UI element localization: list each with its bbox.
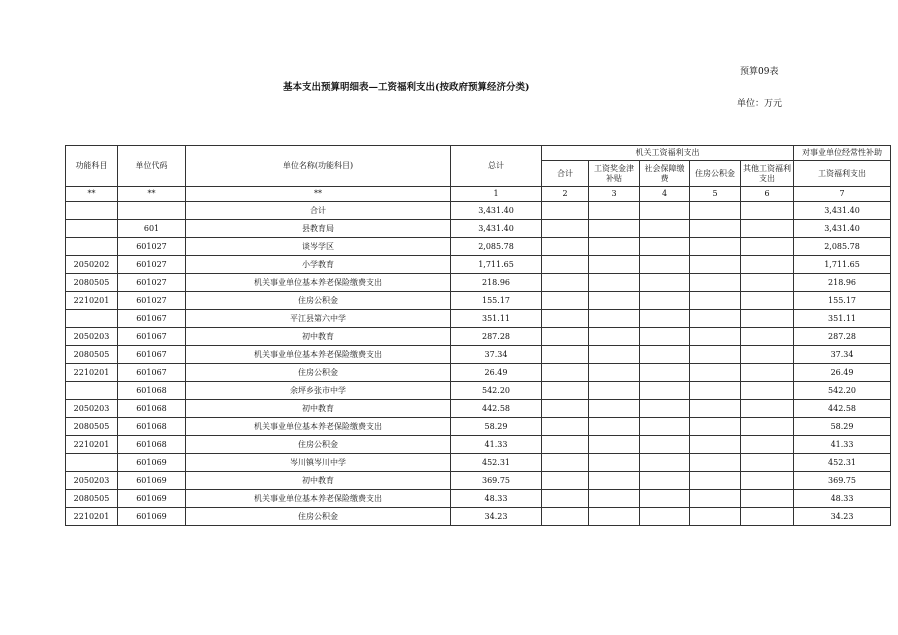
code-cell: 601027 <box>118 274 186 292</box>
func-cell: 2050203 <box>66 400 118 418</box>
table-row <box>66 238 891 256</box>
name-cell: 小学教育 <box>186 256 451 274</box>
housing-cell <box>690 418 741 436</box>
housing-cell <box>690 256 741 274</box>
func-cell: 2050203 <box>66 328 118 346</box>
table-row <box>66 436 891 454</box>
name-cell: 机关事业单位基本养老保险缴费支出 <box>186 418 451 436</box>
name-cell: 平江县第六中学 <box>186 310 451 328</box>
social-cell <box>640 382 690 400</box>
page-title: 基本支出预算明细表—工资福利支出(按政府预算经济分类) <box>283 82 530 93</box>
table-row <box>66 292 891 310</box>
total-cell: 155.17 <box>451 292 542 310</box>
func-cell: 2080505 <box>66 418 118 436</box>
total-cell: 34.23 <box>451 508 542 526</box>
housing-cell <box>690 310 741 328</box>
inst-wage-cell: 155.17 <box>794 292 891 310</box>
code-cell: 601068 <box>118 382 186 400</box>
total-cell: 542.20 <box>451 382 542 400</box>
total-cell: 41.33 <box>451 436 542 454</box>
index-cell: 5 <box>690 187 741 202</box>
func-cell <box>66 202 118 220</box>
total-cell: 369.75 <box>451 472 542 490</box>
sub-total-cell <box>542 292 589 310</box>
social-cell <box>640 472 690 490</box>
social-cell <box>640 256 690 274</box>
func-cell: 2210201 <box>66 364 118 382</box>
total-cell: 351.11 <box>451 310 542 328</box>
header-func-subject: 功能科目 <box>66 146 118 187</box>
name-cell: 余坪乡张市中学 <box>186 382 451 400</box>
code-cell: 601069 <box>118 454 186 472</box>
func-cell <box>66 454 118 472</box>
func-cell: 2080505 <box>66 490 118 508</box>
name-cell: 住房公积金 <box>186 436 451 454</box>
housing-cell <box>690 274 741 292</box>
name-cell: 初中教育 <box>186 400 451 418</box>
wage-cell <box>589 400 640 418</box>
inst-wage-cell: 351.11 <box>794 310 891 328</box>
form-number: 预算09表 <box>740 67 779 77</box>
header-sub-housing: 住房公积金 <box>690 161 741 187</box>
table-row <box>66 418 891 436</box>
sub-total-cell <box>542 454 589 472</box>
other-cell <box>741 418 794 436</box>
housing-cell <box>690 364 741 382</box>
table-row <box>66 220 891 238</box>
total-cell: 48.33 <box>451 490 542 508</box>
social-cell <box>640 274 690 292</box>
func-cell: 2080505 <box>66 274 118 292</box>
func-cell: 2050202 <box>66 256 118 274</box>
table-row <box>66 508 891 526</box>
wage-cell <box>589 490 640 508</box>
table-row <box>66 274 891 292</box>
other-cell <box>741 508 794 526</box>
unit-label: 单位：万元 <box>737 99 783 109</box>
wage-cell <box>589 220 640 238</box>
index-cell: 4 <box>640 187 690 202</box>
wage-cell <box>589 202 640 220</box>
sub-total-cell <box>542 364 589 382</box>
other-cell <box>741 400 794 418</box>
wage-cell <box>589 310 640 328</box>
code-cell: 601067 <box>118 310 186 328</box>
social-cell <box>640 454 690 472</box>
header-group-inst-subsidy: 对事业单位经常性补助 <box>794 146 891 161</box>
table-row <box>66 328 891 346</box>
housing-cell <box>690 508 741 526</box>
name-cell: 机关事业单位基本养老保险缴费支出 <box>186 274 451 292</box>
header-sub-total: 合计 <box>542 161 589 187</box>
total-cell: 452.31 <box>451 454 542 472</box>
social-cell <box>640 202 690 220</box>
total-cell: 3,431.40 <box>451 220 542 238</box>
inst-wage-cell: 287.28 <box>794 328 891 346</box>
index-cell: 6 <box>741 187 794 202</box>
total-cell: 37.34 <box>451 346 542 364</box>
housing-cell <box>690 202 741 220</box>
other-cell <box>741 256 794 274</box>
other-cell <box>741 472 794 490</box>
sub-total-cell <box>542 346 589 364</box>
other-cell <box>741 454 794 472</box>
header-group-org-wages: 机关工资福利支出 <box>542 146 794 161</box>
name-cell: 初中教育 <box>186 472 451 490</box>
total-cell: 58.29 <box>451 418 542 436</box>
header-sub-wage: 工资奖金津补贴 <box>589 161 640 187</box>
code-cell: 601069 <box>118 508 186 526</box>
other-cell <box>741 202 794 220</box>
inst-wage-cell: 542.20 <box>794 382 891 400</box>
wage-cell <box>589 418 640 436</box>
name-cell: 初中教育 <box>186 328 451 346</box>
inst-wage-cell: 3,431.40 <box>794 220 891 238</box>
inst-wage-cell: 218.96 <box>794 274 891 292</box>
other-cell <box>741 274 794 292</box>
index-cell: 7 <box>794 187 891 202</box>
inst-wage-cell: 442.58 <box>794 400 891 418</box>
total-cell: 442.58 <box>451 400 542 418</box>
func-cell <box>66 310 118 328</box>
social-cell <box>640 418 690 436</box>
name-cell: 住房公积金 <box>186 364 451 382</box>
table-body <box>66 202 891 526</box>
header-total: 总计 <box>451 146 542 187</box>
table-row <box>66 310 891 328</box>
name-cell: 住房公积金 <box>186 292 451 310</box>
header-row-1 <box>66 146 891 161</box>
code-cell: 601027 <box>118 238 186 256</box>
inst-wage-cell: 34.23 <box>794 508 891 526</box>
social-cell <box>640 346 690 364</box>
index-cell: ** <box>186 187 451 202</box>
code-cell: 601068 <box>118 400 186 418</box>
inst-wage-cell: 41.33 <box>794 436 891 454</box>
wage-cell <box>589 292 640 310</box>
sub-total-cell <box>542 400 589 418</box>
index-cell: ** <box>118 187 186 202</box>
other-cell <box>741 310 794 328</box>
table-row <box>66 346 891 364</box>
housing-cell <box>690 490 741 508</box>
code-cell: 601027 <box>118 292 186 310</box>
other-cell <box>741 238 794 256</box>
code-cell <box>118 202 186 220</box>
other-cell <box>741 292 794 310</box>
code-cell: 601067 <box>118 364 186 382</box>
inst-wage-cell: 3,431.40 <box>794 202 891 220</box>
sub-total-cell <box>542 472 589 490</box>
index-row <box>66 187 891 202</box>
wage-cell <box>589 256 640 274</box>
housing-cell <box>690 400 741 418</box>
table-row <box>66 490 891 508</box>
total-cell: 287.28 <box>451 328 542 346</box>
code-cell: 601 <box>118 220 186 238</box>
code-cell: 601027 <box>118 256 186 274</box>
housing-cell <box>690 238 741 256</box>
wage-cell <box>589 436 640 454</box>
other-cell <box>741 490 794 508</box>
total-cell: 2,085.78 <box>451 238 542 256</box>
name-cell: 机关事业单位基本养老保险缴费支出 <box>186 346 451 364</box>
code-cell: 601067 <box>118 346 186 364</box>
wage-cell <box>589 364 640 382</box>
inst-wage-cell: 26.49 <box>794 364 891 382</box>
social-cell <box>640 238 690 256</box>
name-cell: 机关事业单位基本养老保险缴费支出 <box>186 490 451 508</box>
name-cell: 住房公积金 <box>186 508 451 526</box>
index-cell: 2 <box>542 187 589 202</box>
code-cell: 601068 <box>118 418 186 436</box>
other-cell <box>741 382 794 400</box>
social-cell <box>640 490 690 508</box>
sub-total-cell <box>542 238 589 256</box>
social-cell <box>640 328 690 346</box>
header-sub-social: 社会保障缴费 <box>640 161 690 187</box>
budget-table <box>65 145 891 526</box>
housing-cell <box>690 346 741 364</box>
sub-total-cell <box>542 418 589 436</box>
wage-cell <box>589 472 640 490</box>
total-cell: 26.49 <box>451 364 542 382</box>
wage-cell <box>589 508 640 526</box>
wage-cell <box>589 346 640 364</box>
wage-cell <box>589 274 640 292</box>
header-unit-code: 单位代码 <box>118 146 186 187</box>
inst-wage-cell: 452.31 <box>794 454 891 472</box>
total-cell: 218.96 <box>451 274 542 292</box>
index-cell: ** <box>66 187 118 202</box>
index-cell: 1 <box>451 187 542 202</box>
table-row <box>66 382 891 400</box>
header-sub-inst-wage: 工资福利支出 <box>794 161 891 187</box>
inst-wage-cell: 37.34 <box>794 346 891 364</box>
header-sub-other: 其他工资福利支出 <box>741 161 794 187</box>
housing-cell <box>690 436 741 454</box>
func-cell <box>66 220 118 238</box>
func-cell <box>66 238 118 256</box>
wage-cell <box>589 328 640 346</box>
index-cell: 3 <box>589 187 640 202</box>
name-cell: 县教育局 <box>186 220 451 238</box>
func-cell: 2050203 <box>66 472 118 490</box>
table-row <box>66 400 891 418</box>
wage-cell <box>589 238 640 256</box>
func-cell <box>66 382 118 400</box>
inst-wage-cell: 48.33 <box>794 490 891 508</box>
header-unit-name: 单位名称(功能科目) <box>186 146 451 187</box>
table-row <box>66 472 891 490</box>
social-cell <box>640 508 690 526</box>
housing-cell <box>690 220 741 238</box>
social-cell <box>640 436 690 454</box>
func-cell: 2210201 <box>66 508 118 526</box>
code-cell: 601067 <box>118 328 186 346</box>
other-cell <box>741 436 794 454</box>
housing-cell <box>690 382 741 400</box>
other-cell <box>741 346 794 364</box>
sub-total-cell <box>542 202 589 220</box>
housing-cell <box>690 472 741 490</box>
housing-cell <box>690 454 741 472</box>
sub-total-cell <box>542 382 589 400</box>
sub-total-cell <box>542 220 589 238</box>
other-cell <box>741 220 794 238</box>
sub-total-cell <box>542 310 589 328</box>
name-cell: 谈岑学区 <box>186 238 451 256</box>
wage-cell <box>589 382 640 400</box>
inst-wage-cell: 58.29 <box>794 418 891 436</box>
inst-wage-cell: 369.75 <box>794 472 891 490</box>
other-cell <box>741 364 794 382</box>
other-cell <box>741 328 794 346</box>
code-cell: 601068 <box>118 436 186 454</box>
sub-total-cell <box>542 436 589 454</box>
social-cell <box>640 364 690 382</box>
housing-cell <box>690 292 741 310</box>
social-cell <box>640 400 690 418</box>
sub-total-cell <box>542 256 589 274</box>
name-cell: 岑川镇岑川中学 <box>186 454 451 472</box>
wage-cell <box>589 454 640 472</box>
table-row <box>66 202 891 220</box>
func-cell: 2080505 <box>66 346 118 364</box>
sub-total-cell <box>542 328 589 346</box>
housing-cell <box>690 328 741 346</box>
social-cell <box>640 220 690 238</box>
table-row <box>66 256 891 274</box>
social-cell <box>640 310 690 328</box>
inst-wage-cell: 2,085.78 <box>794 238 891 256</box>
sub-total-cell <box>542 490 589 508</box>
social-cell <box>640 292 690 310</box>
func-cell: 2210201 <box>66 292 118 310</box>
inst-wage-cell: 1,711.65 <box>794 256 891 274</box>
code-cell: 601069 <box>118 490 186 508</box>
sub-total-cell <box>542 508 589 526</box>
table-row <box>66 364 891 382</box>
total-cell: 3,431.40 <box>451 202 542 220</box>
table-row <box>66 454 891 472</box>
total-cell: 1,711.65 <box>451 256 542 274</box>
name-cell: 合计 <box>186 202 451 220</box>
code-cell: 601069 <box>118 472 186 490</box>
sub-total-cell <box>542 274 589 292</box>
func-cell: 2210201 <box>66 436 118 454</box>
